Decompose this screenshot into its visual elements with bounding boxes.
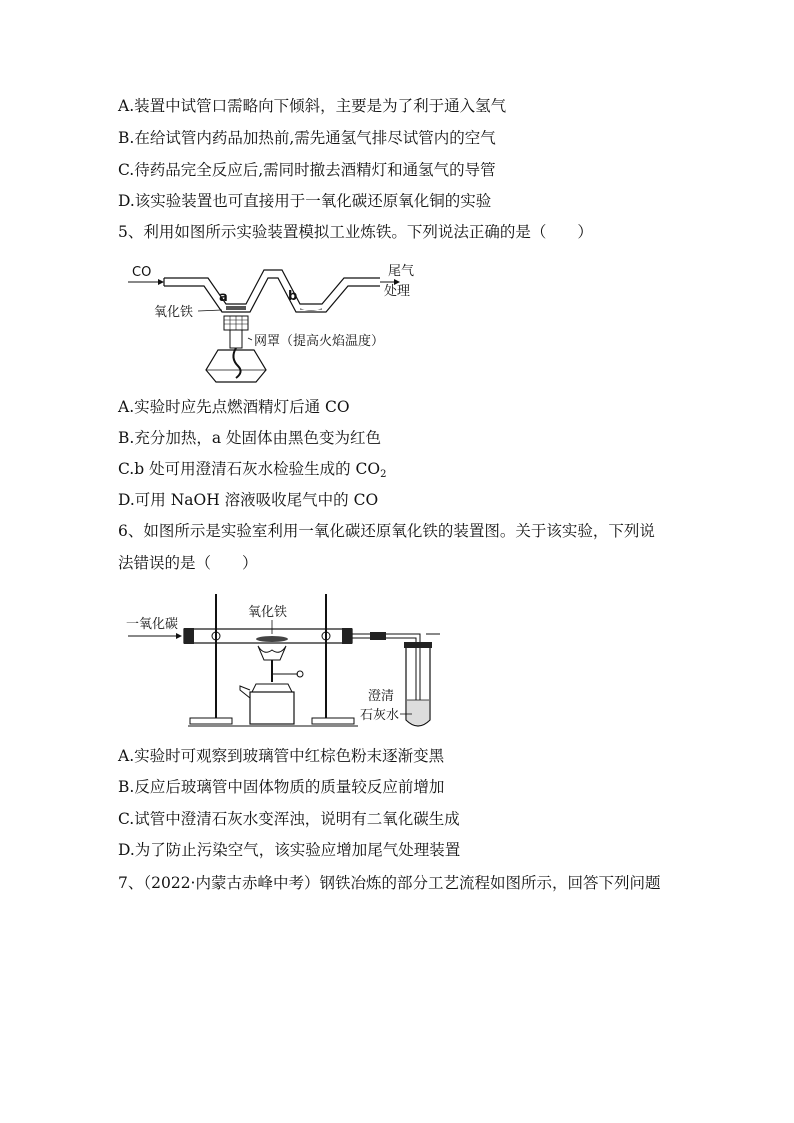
q6-test-tube-stopper <box>404 642 432 648</box>
q4-option-d: D.该实验装置也可直接用于一氧化碳还原氧化铜的实验 <box>118 192 492 210</box>
q5-diagram <box>118 258 438 390</box>
q6-lamp-spout <box>240 686 250 698</box>
q7-stem: 7、（2022·内蒙古赤峰中考）钢铁冶炼的部分工艺流程如图所示，回答下列问题 <box>118 874 661 892</box>
q5-option-d: D.可用 NaOH 溶液吸收尾气中的 CO <box>118 491 379 509</box>
q5-gauze-pointer <box>248 338 252 340</box>
q6-option-b: B.反应后玻璃管中固体物质的质量较反应前增加 <box>118 778 445 796</box>
q6-inlet-arrowhead <box>176 633 182 639</box>
q5-tube-lower-wall <box>164 278 380 312</box>
q5-iron-oxide-label: 氧化铁 <box>154 305 194 320</box>
q6-iron-oxide-powder <box>256 636 288 642</box>
q6-co-label: 一氧化碳 <box>126 617 179 632</box>
q6-option-d: D.为了防止污染空气，该实验应增加尾气处理装置 <box>118 841 461 859</box>
q5-inlet-arrowhead <box>158 279 164 285</box>
q5-tail-label-2: 处理 <box>384 284 411 299</box>
q4-option-a: A.装置中试管口需略向下倾斜，主要是为了利于通入氢气 <box>118 97 507 115</box>
q6-lamp-body <box>250 692 294 724</box>
q5-option-a: A.实验时应先点燃酒精灯后通 CO <box>118 398 350 416</box>
q6-option-a: A.实验时可观察到玻璃管中红棕色粉末逐渐变黑 <box>118 747 445 765</box>
q6-stopper-left <box>184 628 194 644</box>
q6-stand-base-right <box>312 718 354 724</box>
q5-lamp-neck <box>230 330 242 348</box>
q6-iron-oxide-label: 氧化铁 <box>248 605 288 620</box>
q6-flame <box>258 646 286 660</box>
q6-limewater <box>407 700 429 725</box>
q6-option-c: C.试管中澄清石灰水变浑浊，说明有二氧化碳生成 <box>118 810 460 828</box>
q6-stand-base-left <box>190 718 232 724</box>
q4-option-c: C.待药品完全反应后,需同时撤去酒精灯和通氢气的导管 <box>118 161 496 179</box>
q5-option-c <box>118 459 386 479</box>
q5-point-b: b <box>288 289 298 304</box>
q5-stem: 5、利用如图所示实验装置模拟工业炼铁。下列说法正确的是（ ） <box>118 223 593 241</box>
q5-gauze-label: 网罩（提高火焰温度） <box>254 334 385 349</box>
q5-co-label: CO <box>132 265 152 280</box>
q6-stopper-right <box>342 628 352 644</box>
q5-tail-label-1: 尾气 <box>388 264 415 279</box>
q5-point-a: a <box>219 290 228 305</box>
q5-iron-oxide-solid <box>226 306 246 310</box>
q4-option-b: B.在给试管内药品加热前,需先通氢气排尽试管内的空气 <box>118 129 496 147</box>
q5-iron-oxide-pointer <box>198 310 222 311</box>
q6-stem-line-2: 法错误的是（ ） <box>118 554 258 572</box>
q6-limewater-label-2: 石灰水 <box>360 708 400 723</box>
q6-delivery-tube-inner <box>412 638 416 708</box>
q5-option-c-subscript: 2 <box>380 469 387 480</box>
q6-diagram <box>122 590 452 734</box>
q5-limewater-b <box>300 308 322 311</box>
q5-option-c-text: C.b 处可用澄清石灰水检验生成的 CO <box>118 460 381 478</box>
q6-lamp-top <box>252 684 292 692</box>
q6-limewater-label-1: 澄清 <box>368 689 395 704</box>
q6-rubber-connector <box>370 632 386 640</box>
q6-stem-line-1: 6、如图所示是实验室利用一氧化碳还原氧化铁的装置图。关于该实验，下列说 <box>118 522 655 540</box>
q5-option-b: B.充分加热，a 处固体由黑色变为红色 <box>118 429 381 447</box>
q5-lamp-wick <box>233 348 240 378</box>
